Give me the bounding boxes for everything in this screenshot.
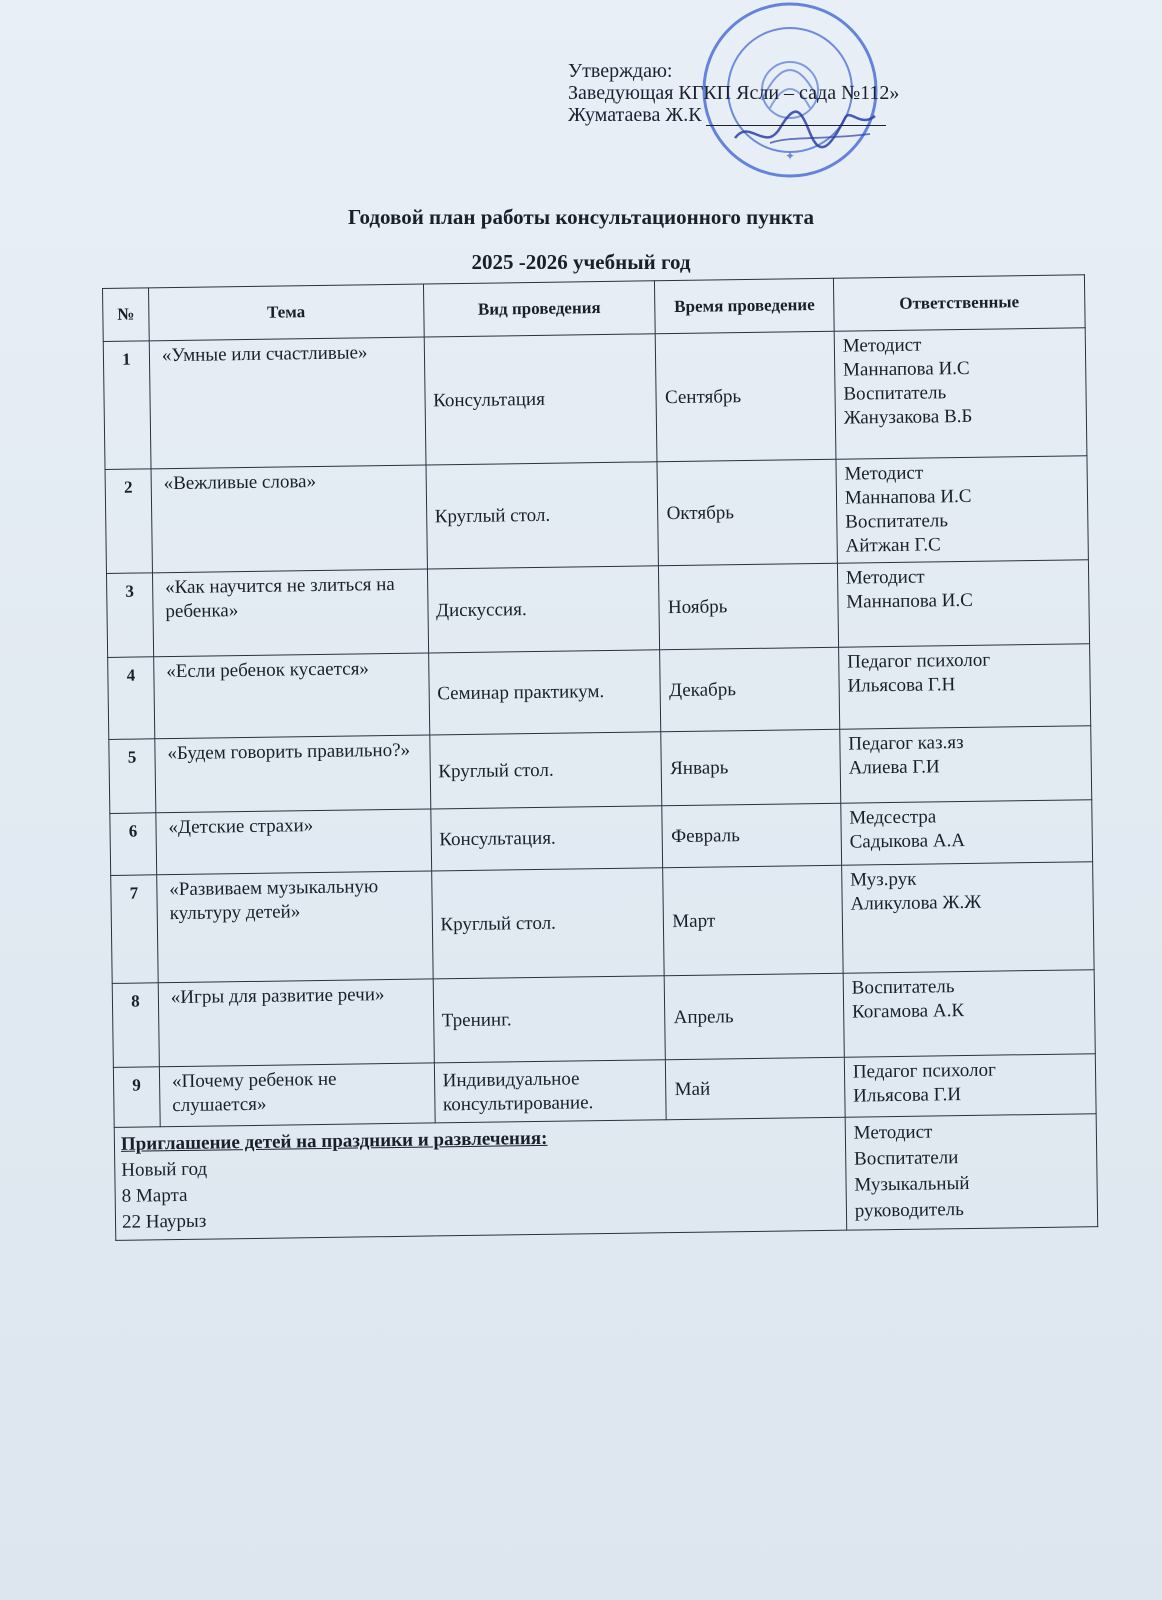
header-responsible: Ответственные [833,275,1085,332]
row-time: Октябрь [657,459,837,565]
table-row [106,560,1089,658]
row-topic: «Если ребенок кусается» [154,653,430,739]
row-topic: «Будем говорить правильно?» [155,735,431,813]
responsible-line: Садыкова А.А [849,830,966,853]
document-subtitle: 2025 -2026 учебный год [471,250,691,274]
row-kind: Дискуссия. [427,566,660,653]
holiday-cell [114,1117,846,1240]
responsible-line: Ильясова Г.И [853,1084,962,1107]
row-kind: Круглый стол. [429,732,662,809]
row-responsible [841,800,1093,866]
header-topic: Тема [148,284,423,341]
approval-name-row [568,104,899,126]
row-kind: Круглый стол. [426,462,659,569]
row-kind: Круглый стол. [431,868,664,979]
responsible-line: Маннапова И.С [846,589,974,613]
row-topic: «Игры для развитие речи» [158,979,434,1067]
row-responsible [841,862,1094,973]
row-topic: «Вежливые слова» [151,465,427,573]
responsible-line: Педагог психолог [852,1059,996,1083]
holiday-item: 22 Наурыз [121,1210,207,1233]
approval-position: Заведующая КГКП Ясли – сада №112» [568,82,900,104]
approval-name: Жуматаева Ж.К [568,104,702,126]
responsible-line: Педагог психолог [847,649,991,673]
table-row [103,328,1087,470]
holiday-item: 8 Марта [121,1184,188,1207]
table-row [105,456,1088,574]
row-number: 6 [110,813,157,876]
row-number: 5 [109,739,156,814]
row-responsible [837,560,1089,647]
row-responsible [843,970,1095,1057]
responsible-line: Жанузакова В.Б [843,405,973,429]
row-time: Май [666,1057,845,1119]
row-number: 9 [113,1067,160,1128]
row-time: Март [663,865,843,975]
responsible-line: руководитель [854,1199,964,1222]
row-time: Ноябрь [659,563,839,649]
table-row [108,644,1091,740]
holiday-responsible-cell [845,1114,1098,1230]
svg-text:✦: ✦ [784,149,796,163]
row-time: Апрель [665,973,845,1059]
table-row [112,970,1095,1068]
responsible-line: Айтжан Г.С [845,534,941,557]
responsible-line: Методист [845,566,925,589]
responsible-line: Воспитатель [851,976,955,999]
row-responsible [836,456,1089,563]
signature-line [706,125,886,126]
row-topic: «Как научится не злиться на ребенка» [152,569,428,657]
row-time: Февраль [662,803,841,867]
row-responsible [844,1054,1096,1118]
table-body [103,328,1097,1241]
responsible-line: Маннапова И.С [842,357,970,381]
row-kind: Семинар практикум. [428,650,661,735]
responsible-line: Муз.рук [850,868,917,891]
row-kind: Тренинг. [433,976,666,1063]
document-title: Годовой план работы консультационного пункта [347,205,814,229]
responsible-line: Алиева Г.И [848,756,940,779]
header-time: Время проведение [655,278,834,333]
row-responsible [840,726,1092,803]
row-topic: «Умные или счастливые» [149,337,425,469]
row-time: Январь [661,729,840,805]
row-number: 8 [112,983,159,1068]
holiday-heading: Приглашение детей на праздники и развлечения: [120,1127,548,1155]
holiday-item: Новый год [121,1158,208,1181]
responsible-line: Методист [844,462,924,485]
row-topic: «Детские страхи» [156,809,431,875]
row-number: 1 [103,341,151,470]
table-row [111,862,1094,984]
responsible-line: Аликулова Ж.Ж [850,891,982,915]
row-time: Сентябрь [656,331,836,461]
responsible-line: Воспитатель [845,510,949,533]
row-responsible [838,644,1090,729]
row-number: 3 [106,573,153,658]
responsible-line: Воспитатели [853,1147,959,1170]
responsible-line: Когамова А.К [851,1000,965,1023]
plan-table [102,274,1098,1241]
responsible-line: Педагог каз.яз [848,732,964,755]
responsible-line: Воспитатель [843,382,947,405]
table-row [109,726,1092,814]
header-num: № [103,288,150,342]
holiday-row [114,1114,1097,1241]
row-kind: Индивидуальное консультирование. [434,1060,667,1123]
responsible-line: Ильясова Г.Н [847,674,956,697]
row-topic: «Почему ребенок не слушается» [159,1063,434,1127]
responsible-line: Маннапова И.С [844,485,972,509]
header-kind: Вид проведения [423,281,656,337]
row-time: Декабрь [660,647,840,731]
row-responsible [834,328,1087,459]
row-number: 2 [105,469,152,574]
responsible-line: Методист [842,334,922,357]
row-topic: «Развиваем музыкальную культуру детей» [157,871,433,983]
row-number: 4 [108,657,155,740]
approval-label: Утверждаю: [568,60,673,82]
approval-block [568,60,899,126]
row-kind: Консультация. [430,806,663,871]
row-number: 7 [111,875,158,984]
responsible-line: Медсестра [849,806,937,829]
responsible-line: Методист [853,1121,933,1144]
responsible-line: Музыкальный [854,1172,970,1196]
row-kind: Консультация [424,334,658,465]
